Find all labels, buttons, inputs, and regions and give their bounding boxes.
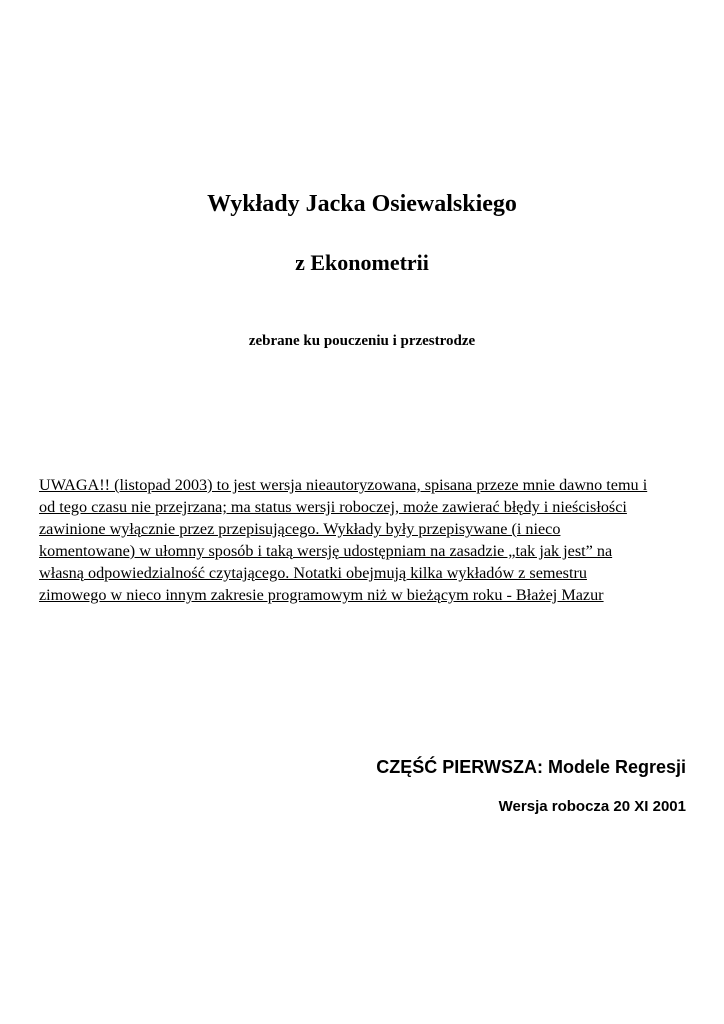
notice-line: zimowego w nieco innym zakresie programowym niż w bieżącym roku - Błażej Mazur — [39, 586, 604, 604]
version-label: Wersja robocza 20 XI 2001 — [498, 798, 686, 815]
notice-line: od tego czasu nie przejrzana; ma status wersji roboczej, może zawierać błędy i nieścisłości — [39, 498, 627, 516]
part-title: CZĘŚĆ PIERWSZA: Modele Regresji — [376, 757, 686, 777]
notice-line: UWAGA!! (listopad 2003) to jest wersja nieautoryzowana, spisana przeze mnie dawno temu i — [39, 476, 648, 494]
notice-line: zawinione wyłącznie przez przepisującego. Wykłady były przepisywane (i nieco — [39, 520, 561, 538]
document-title: Wykłady Jacka Osiewalskiego — [207, 191, 517, 217]
notice-line: własną odpowiedzialność czytającego. Notatki obejmują kilka wykładów z semestru — [39, 564, 587, 582]
document-dedication: zebrane ku pouczeniu i przestrodze — [248, 333, 476, 349]
document-subject: z Ekonometrii — [295, 250, 429, 275]
notice-line: komentowane) w ułomny sposób i taką wersję udostępniam na zasadzie „tak jak jest” na — [39, 542, 613, 560]
notice-paragraph — [39, 474, 689, 606]
